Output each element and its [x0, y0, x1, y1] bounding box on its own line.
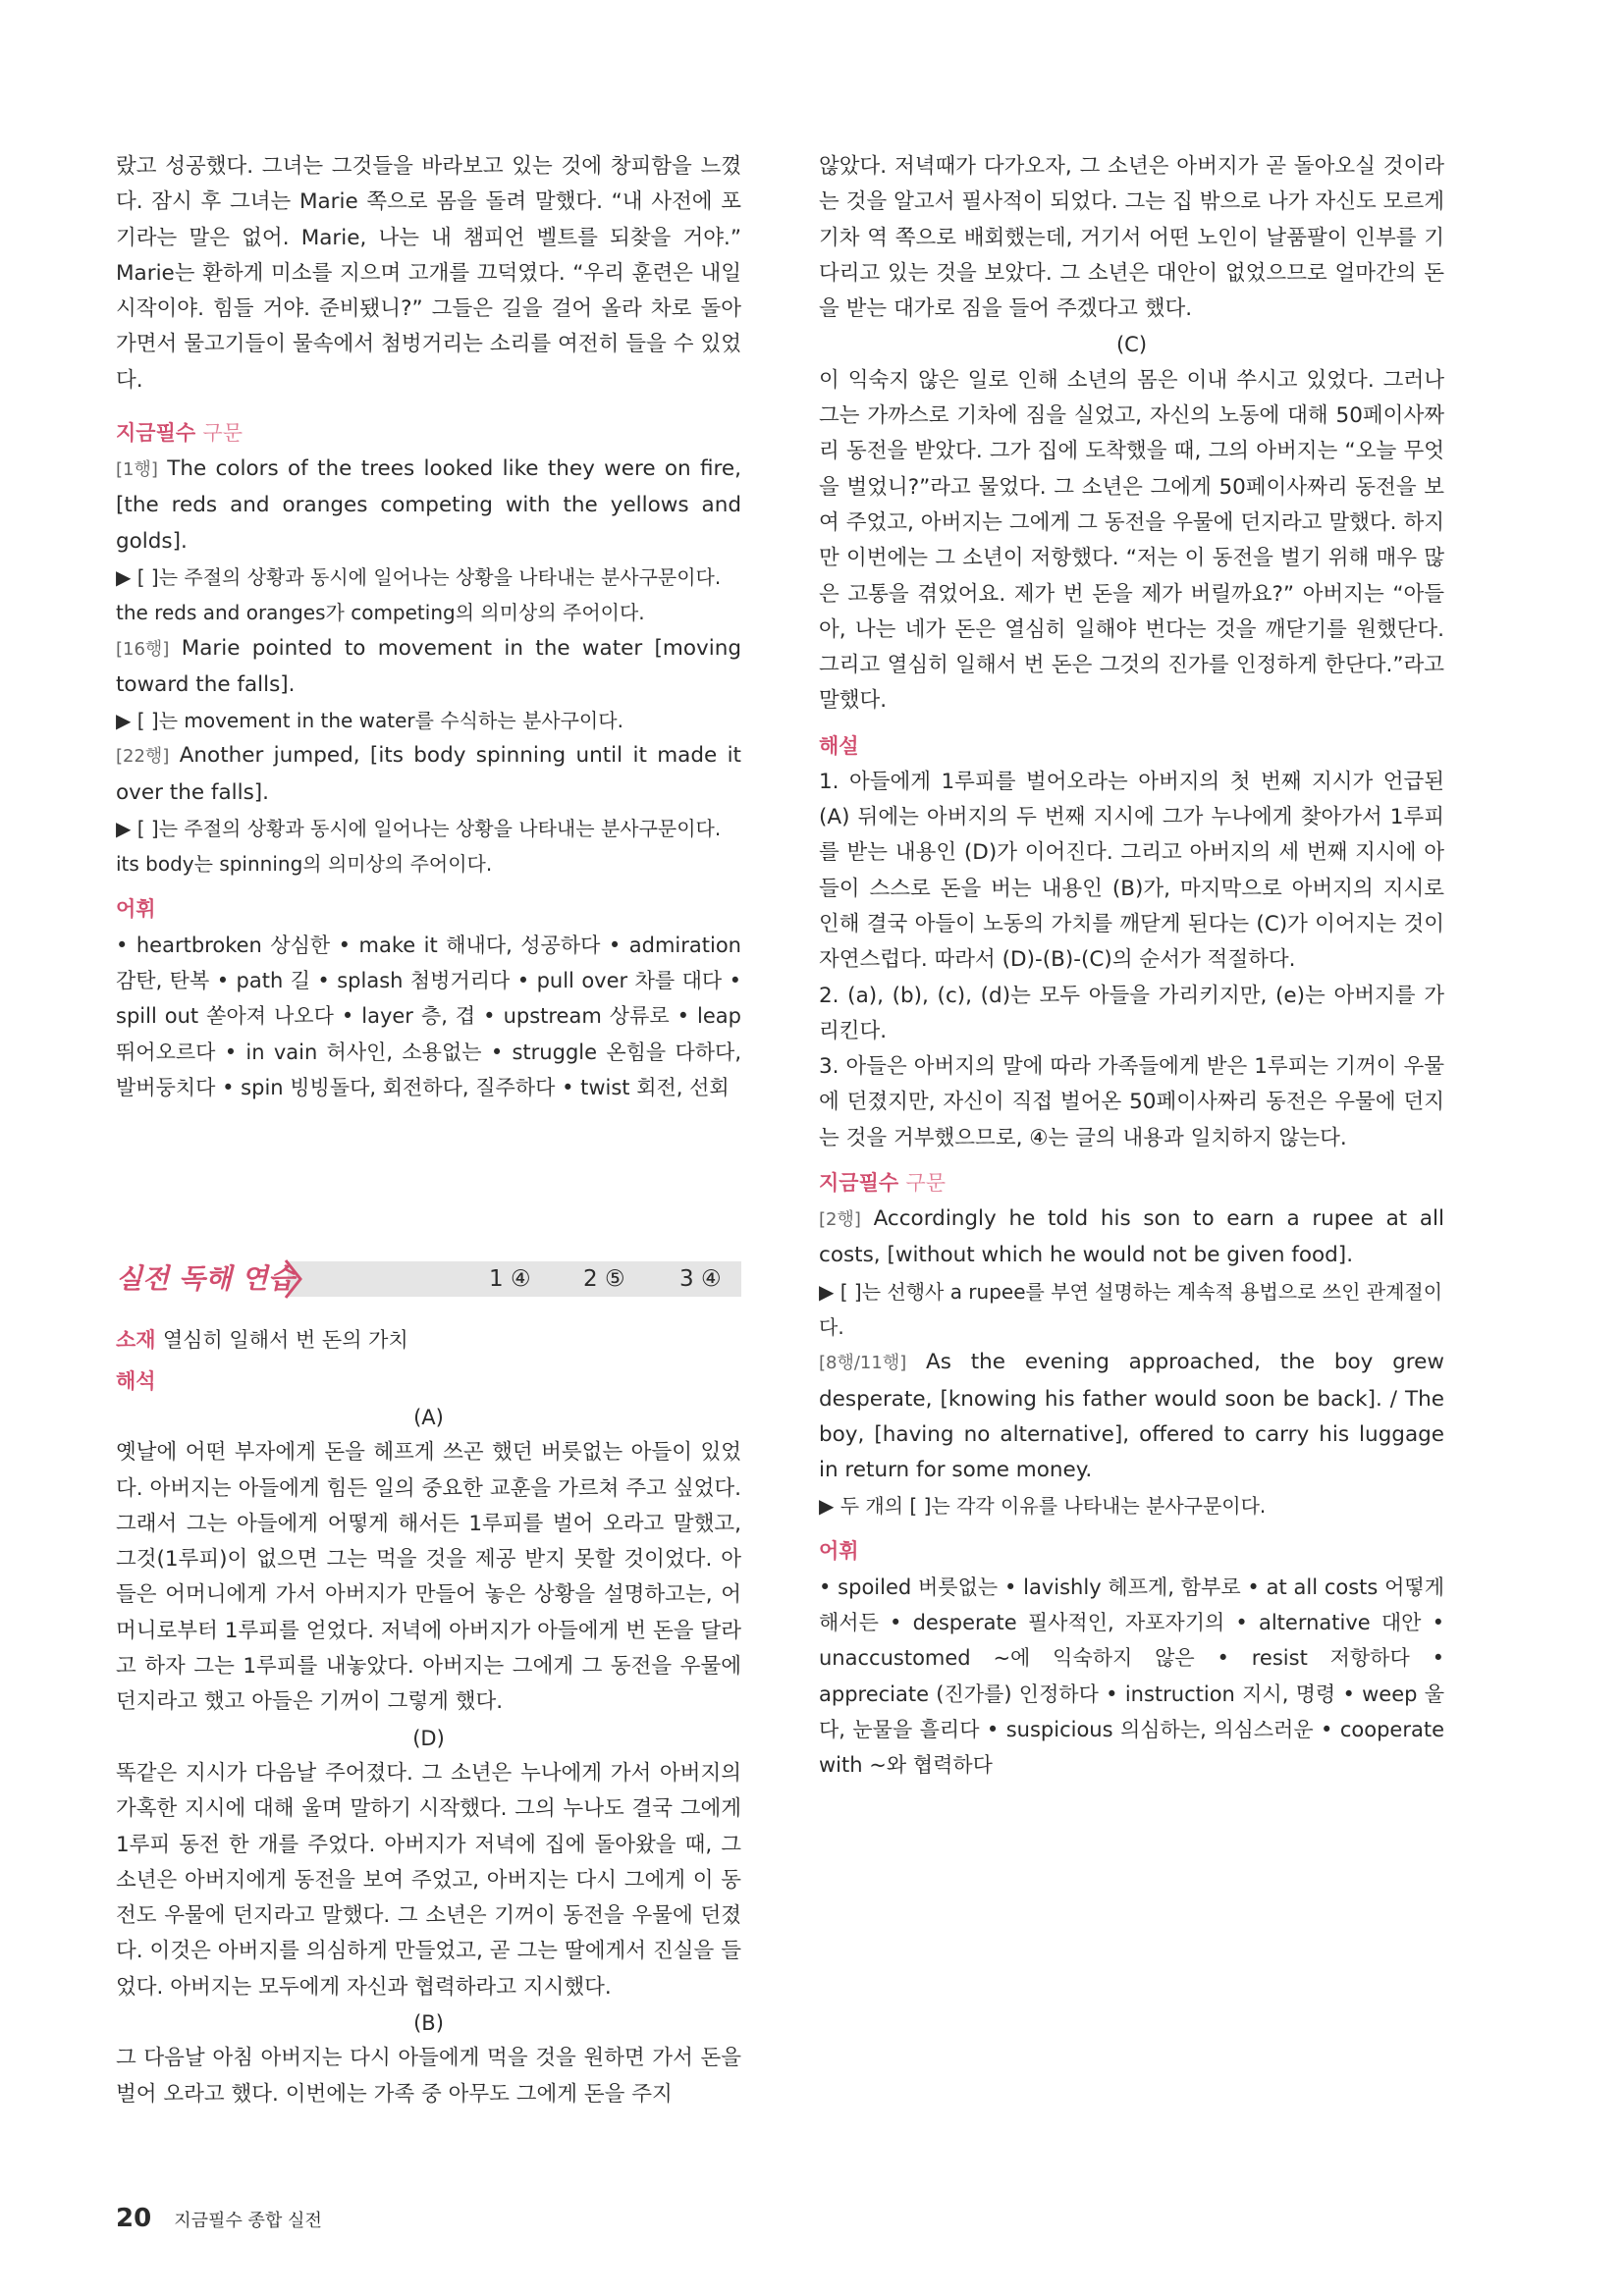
answer-1: 1 ④ [489, 1266, 531, 1292]
explanation-1: 1. 아들에게 1루피를 벌어오라는 아버지의 첫 번째 지시가 언급된 (A) 뒤에는 아버지의 두 번째 지시에 그가 누나에게 찾아가서 1루피를 받는 내용인 (D)가 이어진다. 그리고 아버지의 세 번째 지시에 아들이 스스로 돈을 버는 내용인 (B)가, 마지막으로 아버지의 지시로 인해 결국 아들이 노동의 가치를 깨닫게 된다는 (C)가 이어지는 것이 자연스럽다. 따라서 (D)-(B)-(C)의 순서가 적절하다. [819, 769, 1444, 973]
left-column [116, 149, 741, 1105]
story-continuation: 랐고 성공했다. 그녀는 그것들을 바라보고 있는 것에 창피함을 느꼈다. 잠시 후 그녀는 Marie 쪽으로 몸을 돌려 말했다. “내 사전에 포기라는 말은 없어. Marie, 나는 내 챔피언 벨트를 되찾을 거야.” Marie는 환하게 미소를 지으며 고개를 끄덕였다. “우리 훈련은 내일 시작이야. 힘들 거야. 준비됐니?” 그들은 길을 걸어 올라 차로 돌아가면서 물고기들이 물속에서 첨벙거리는 소리를 여전히 들을 수 있었다. [116, 154, 741, 393]
paragraph-c: 이 익숙지 않은 일로 인해 소년의 몸은 이내 쑤시고 있었다. 그러나 그는 가까스로 기차에 짐을 실었고, 자신의 노동에 대해 50페이사짜리 동전을 받았다. 그가 집에 도착했을 때, 그의 아버지는 “오늘 무엇을 벌었니?”라고 물었다. 그 소년은 그에게 50페이사짜리 동전을 보여 주었고, 아버지는 그에게 그 동전을 우물에 던지라고 말했다. 하지만 이번에는 그 소년이 저항했다. “저는 이 동전을 벌기 위해 매우 많은 고통을 겪었어요. 제가 번 돈을 제가 버릴까요?” 아버지는 “아들아, 나는 네가 돈은 열심히 일해야 번다는 것을 깨닫기를 원했단다. 그리고 열심히 일해서 번 돈은 그것의 진가를 인정하게 한단다.”라고 말했다. [819, 367, 1444, 714]
vocab-list: • heartbroken 상심한 • make it 해내다, 성공하다 • admiration 감탄, 탄복 • path 길 • splash 첨벙거리다 • pull over 차를 대다 • spill out 쏟아져 나오다 • layer 층, 겹 • upstream 상류로 • leap 뛰어오르다 • in vain 허사인, 소용없는 • struggle 온힘을 다하다, 발버둥치다 • spin 빙빙돌다, 회전하다, 질주하다 • twist 회전, 선회 [116, 933, 741, 1099]
paragraph-a: 옛날에 어떤 부자에게 돈을 헤프게 쓰곤 했던 버릇없는 아들이 있었다. 아버지는 아들에게 힘든 일의 중요한 교훈을 가르쳐 주고 싶었다. 그래서 그는 아들에게 어떻게 해서든 1루피를 벌어 오라고 말했고, 그것(1루피)이 없으면 그는 먹을 것을 제공 받지 못할 것이었다. 아들은 어머니에게 가서 아버지가 만들어 놓은 상황을 설명하고는, 어머니로부터 1루피를 얻었다. 저녁에 아버지가 아들에게 번 돈을 달라고 하자 그는 1루피를 내놓았다. 아버지는 그에게 그 동전을 우물에 던지라고 했고 아들은 기꺼이 그렇게 했다. [116, 1440, 741, 1715]
section-mark-b: (B) [413, 2011, 444, 2036]
paragraph-b-start: 그 다음날 아침 아버지는 다시 아들에게 먹을 것을 원하면 가서 돈을 벌어 오라고 했다. 이번에는 가족 중 아무도 그에게 돈을 주지 [116, 2046, 741, 2107]
syntax-sentence-1: [1행] The colors of the trees looked like they were on fire, [the reds and oranges competing with the yellows and golds]. [116, 456, 741, 554]
answer-2: 2 ⑤ [583, 1266, 625, 1292]
vocab-heading: 어휘 [116, 896, 156, 921]
section-mark-c: (C) [1115, 333, 1148, 357]
vocab-heading-right: 어휘 [819, 1538, 859, 1563]
topic-line: 소재 열심히 일해서 번 돈의 가치 [116, 1328, 408, 1352]
explanation-3: 3. 아들은 아버지의 말에 따라 가족들에게 받은 1루피는 기꺼이 우물에 던졌지만, 자신이 직접 벌어온 50페이사짜리 동전은 우물에 던지는 것을 거부했으므로, ④는 글의 내용과 일치하지 않는다. [819, 1054, 1444, 1150]
syntax-sentence-3: [22행] Another jumped, [its body spinning until it made it over the falls]. [116, 743, 741, 805]
syntax-heading-right: 지금필수 구문 [819, 1171, 947, 1196]
syntax-note-r1: ▶ [ ]는 선행사 a rupee를 부연 설명하는 계속적 용법으로 쓰인 관계절이다. [819, 1279, 1443, 1339]
syntax-note-r2: ▶ 두 개의 [ ]는 각각 이유를 나타내는 분사구문이다. [819, 1494, 1267, 1519]
syntax-heading: 지금필수 구문 [116, 421, 244, 446]
page-number: 20 [116, 2204, 152, 2233]
chevron-right-icon [283, 1257, 304, 1301]
answer-3: 3 ④ [679, 1266, 722, 1292]
syntax-note-2: ▶ [ ]는 movement in the water를 수식하는 분사구이다. [116, 709, 623, 733]
paragraph-d: 똑같은 지시가 다음날 주어졌다. 그 소년은 누나에게 가서 아버지의 가혹한 지시에 대해 울며 말하기 시작했다. 그의 누나도 결국 그에게 1루피 동전 한 개를 주었다. 아버지가 저녁에 집에 돌아왔을 때, 그 소년은 아버지에게 동전을 보여 주었고, 아버지는 다시 그에게 이 동전도 우물에 던지라고 말했다. 그 소년은 기꺼이 동전을 우물에 던졌다. 이것은 아버지를 의심하게 만들었고, 곧 그는 딸에게서 진실을 들었다. 아버지는 모두에게 자신과 협력하라고 지시했다. [116, 1760, 741, 2000]
section-mark-d: (D) [412, 1726, 445, 1750]
syntax-sentence-r2: [8행/11행] As the evening approached, the boy grew desperate, [knowing his father would soon be back]. / The boy, [having no alternative], offered to carry his luggage in return for some money. [819, 1350, 1444, 1483]
syntax-note-3: ▶ [ ]는 주절의 상황과 동시에 일어나는 상황을 나타내는 분사구문이다. its body는 spinning의 의미상의 주어이다. [116, 817, 722, 877]
page-footer [116, 2204, 322, 2233]
section-mark-a: (A) [413, 1406, 444, 1429]
translation-section [116, 1325, 741, 2112]
practice-answer-bar [116, 1259, 741, 1301]
right-column [819, 149, 1444, 1783]
vocab-list-right: • spoiled 버릇없는 • lavishly 헤프게, 함부로 • at all costs 어떻게 해서든 • desperate 필사적인, 자포자기의 • alternative 대안 • unaccustomed ~에 익숙하지 않은 • resist 저항하다 • appreciate (진가를) 인정하다 • instruction 지시, 명령 • weep 울다, 눈물을 흘리다 • suspicious 의심하는, 의심스러운 • cooperate with ~와 협력하다 [819, 1575, 1444, 1778]
paragraph-b-end: 않았다. 저녁때가 다가오자, 그 소년은 아버지가 곧 돌아오실 것이라는 것을 알고서 필사적이 되었다. 그는 집 밖으로 나가 자신도 모르게 기차 역 쪽으로 배회했는데, 거기서 어떤 노인이 날품팔이 인부를 기다리고 있는 것을 보았다. 그 소년은 대안이 없었으므로 얼마간의 돈을 받는 대가로 짐을 들어 주겠다고 했다. [819, 154, 1444, 322]
syntax-note-1: ▶ [ ]는 주절의 상황과 동시에 일어나는 상황을 나타내는 분사구문이다. the reds and oranges가 competing의 의미상의 주어이다. [116, 564, 722, 625]
explanation-heading: 해설 [819, 733, 859, 758]
syntax-sentence-2: [16행] Marie pointed to movement in the water [moving toward the falls]. [116, 635, 741, 697]
explanation-2: 2. (a), (b), (c), (d)는 모두 아들을 가리키지만, (e)는 아버지를 가리킨다. [819, 983, 1444, 1043]
footer-label: 지금필수 종합 실전 [174, 2211, 322, 2231]
syntax-sentence-r1: [2행] Accordingly he told his son to earn a rupee at all costs, [without which he would not be given food]. [819, 1206, 1444, 1268]
practice-title: 실전 독해 연습 [116, 1262, 295, 1295]
translation-heading: 해석 [116, 1369, 156, 1393]
